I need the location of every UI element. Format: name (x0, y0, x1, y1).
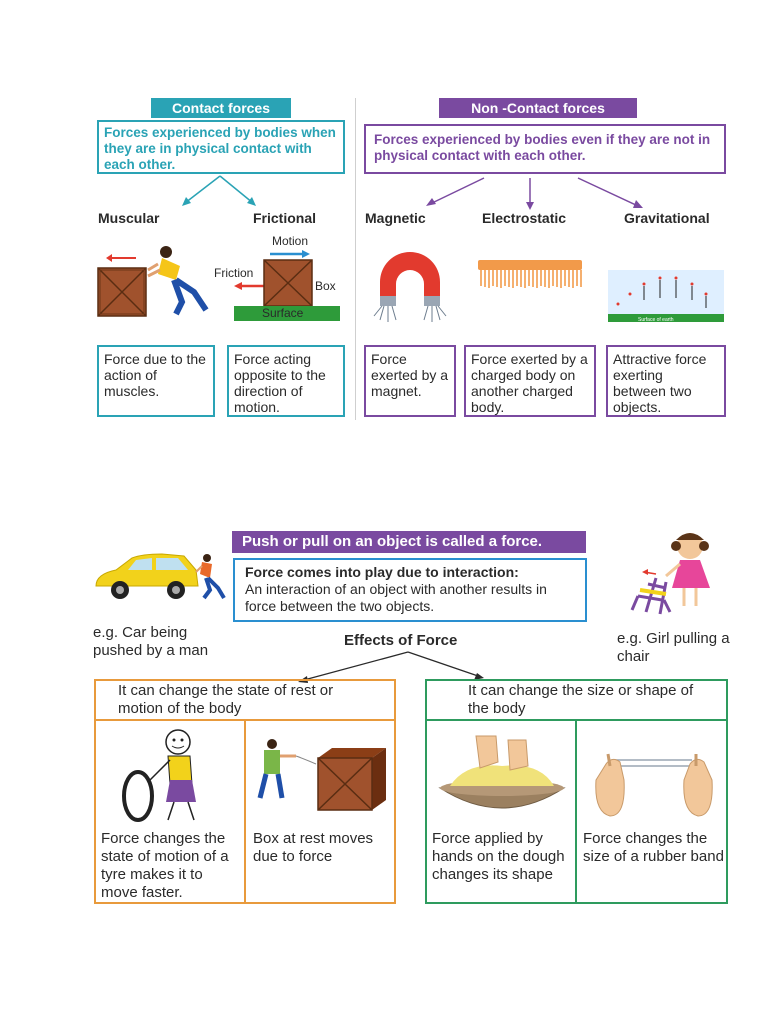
pushing-person (148, 246, 206, 314)
gravitation-illustration (608, 270, 724, 326)
effect-size-shape-heading: It can change the size or shape of the body (468, 682, 694, 717)
top-panel (0, 0, 768, 440)
tyre-illustration (118, 722, 218, 824)
muscular-label: Muscular (98, 210, 160, 226)
magnetic-label: Magnetic (365, 210, 426, 226)
box-push-illustration (252, 738, 392, 824)
contact-forces-definition: Forces experienced by bodies when they are in physical contact with each other. (97, 120, 345, 174)
electrostatic-label: Electrostatic (482, 210, 567, 226)
comb-tooth (580, 270, 582, 287)
muscular-illustration (96, 240, 216, 320)
car-example-caption: e.g. Car being pushed by a man (93, 624, 209, 659)
box-caption: Box at rest moves due to force (253, 830, 374, 865)
comb-tooth (528, 270, 530, 286)
man-pulling (260, 739, 316, 798)
force-definition-title: Push or pull on an object is called a force. (232, 531, 586, 553)
comb-tooth (484, 270, 486, 287)
comb-tooth (536, 270, 538, 288)
tyre-caption: Force changes the state of motion of a tyre makes it to move faster. (101, 830, 229, 901)
frictional-description: Force acting opposite to the direction of motion. (227, 345, 345, 417)
electrostatic-description: Force exerted by a charged body on another charged body. (464, 345, 596, 417)
surface-label: Surface (262, 306, 304, 320)
comb-tooth (544, 270, 546, 287)
comb-tooth (572, 270, 574, 288)
non-contact-forces-definition: Forces experienced by bodies even if they are not in physical contact with each other. (364, 124, 726, 174)
gravitational-description: Attractive force exerting between two objects. (606, 345, 726, 417)
comb-tooth (568, 270, 570, 287)
comb-tooth (548, 270, 550, 288)
left-hand (596, 759, 624, 816)
comb-tooth (504, 270, 506, 286)
gravitational-label: Gravitational (624, 210, 710, 226)
girl-example-caption: e.g. Girl pulling a chair (617, 630, 730, 665)
non-contact-forces-header: Non -Contact forces (439, 98, 637, 118)
effects-of-force-title: Effects of Force (344, 632, 458, 649)
comb-tooth (492, 270, 494, 286)
comb-tooth (512, 270, 514, 288)
motion-label: Motion (272, 234, 309, 248)
bottom-panel (0, 520, 768, 920)
comb-illustration (478, 260, 583, 300)
comb-tooth (532, 270, 534, 287)
friction-label: Friction (214, 266, 254, 280)
comb-tooth (524, 270, 526, 288)
tyre (124, 772, 152, 820)
frictional-label: Frictional (253, 210, 317, 226)
effect-rest-motion-heading: It can change the state of rest or motion of the body (118, 682, 334, 717)
comb-tooth (488, 270, 490, 288)
comb-tooth (564, 270, 566, 286)
comb-tooth (560, 270, 562, 288)
comb-tooth (500, 270, 502, 288)
rubber-band-caption: Force changes the size of a rubber band (583, 830, 724, 865)
contact-forces-header: Contact forces (151, 98, 291, 118)
magnetic-description: Force exerted by a magnet. (364, 345, 456, 417)
interaction-heading: Force comes into play due to interaction: (245, 564, 519, 580)
comb-tooth (552, 270, 554, 286)
comb-tooth (496, 270, 498, 287)
box-label: Box (315, 279, 336, 293)
rubber-band-illustration (592, 740, 716, 820)
dough-caption: Force applied by hands on the dough changes its shape (432, 830, 565, 883)
comb-tooth (520, 270, 522, 287)
comb-tooth (540, 270, 542, 286)
surface-of-earth-label: Surface of earth (638, 317, 674, 323)
muscular-description: Force due to the action of muscles. (97, 345, 215, 417)
comb-tooth (556, 270, 558, 287)
interaction-text: An interaction of an object with another results in force between the two objects. (245, 581, 547, 614)
comb-tooth (480, 270, 482, 286)
dough-illustration (436, 732, 568, 822)
comb-tooth (508, 270, 510, 287)
comb-tooth (516, 270, 518, 286)
right-hand (684, 759, 712, 816)
comb-tooth (576, 270, 578, 286)
magnet-illustration (368, 248, 458, 328)
